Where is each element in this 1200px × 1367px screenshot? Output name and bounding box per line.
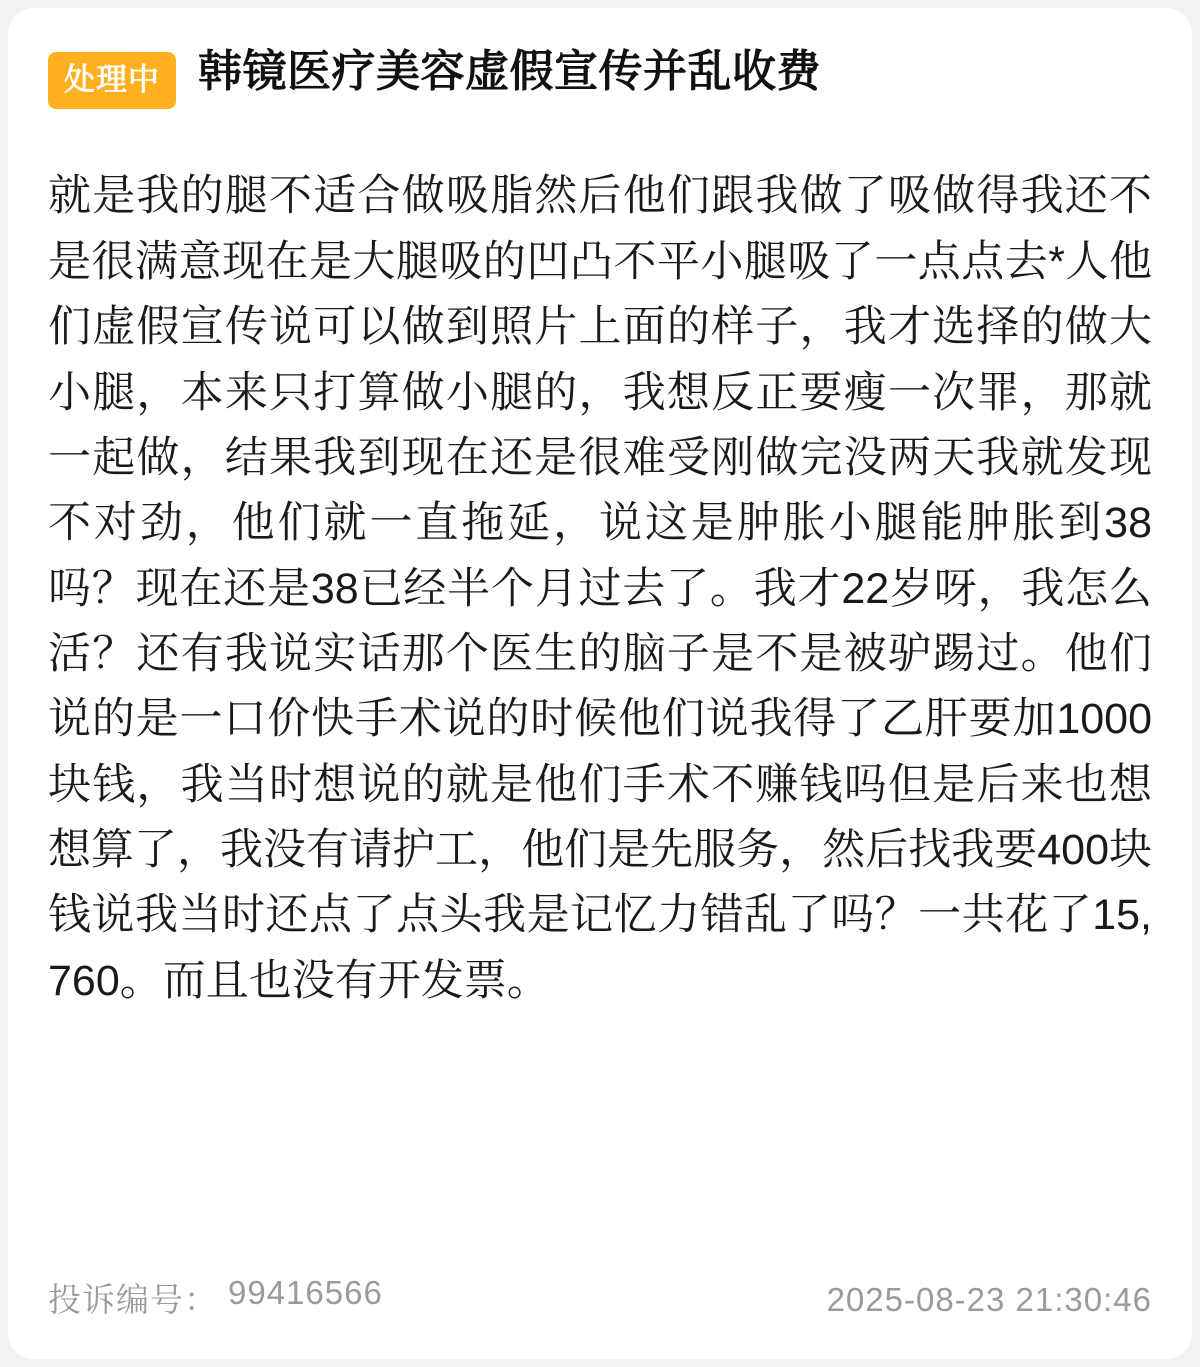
complaint-id-group [48,1274,383,1321]
page-title: 韩镜医疗美容虚假宣传并乱收费 [198,47,821,96]
complaint-id-label: 投诉编号： [48,1281,218,1318]
timestamp: 2025-08-23 21:30:46 [826,1281,1152,1318]
card-header [48,42,1152,128]
complaint-id-value: 99416566 [228,1274,383,1311]
card-footer [48,1274,1152,1321]
status-badge: 处理中 [48,52,176,109]
complaint-card [8,8,1192,1359]
complaint-body: 就是我的腿不适合做吸脂然后他们跟我做了吸做得我还不是很满意现在是大腿吸的凹凸不平小腿吸了一点点去*人他们虚假宣传说可以做到照片上面的样子，我才选择的做大小腿，本来只打算做小腿的，我想反正要瘦一次罪，那就一起做，结果我到现在还是很难受刚做完没两天我就发现不对劲，他们就一直拖延，说这是肿胀小腿能肿胀到38吗？现在还是38已经半个月过去了。我才22岁呀，我怎么活？还有我说实话那个医生的脑子是不是被驴踢过。他们说的是一口价快手术说的时候他们说我得了乙肝要加1000块钱，我当时想说的就是他们手术不赚钱吗但是后来也想想算了，我没有请护工，他们是先服务，然后找我要400块钱说我当时还点了点头我是记忆力错乱了吗？一共花了15,760。而且也没有开发票。 [48,172,1152,1005]
